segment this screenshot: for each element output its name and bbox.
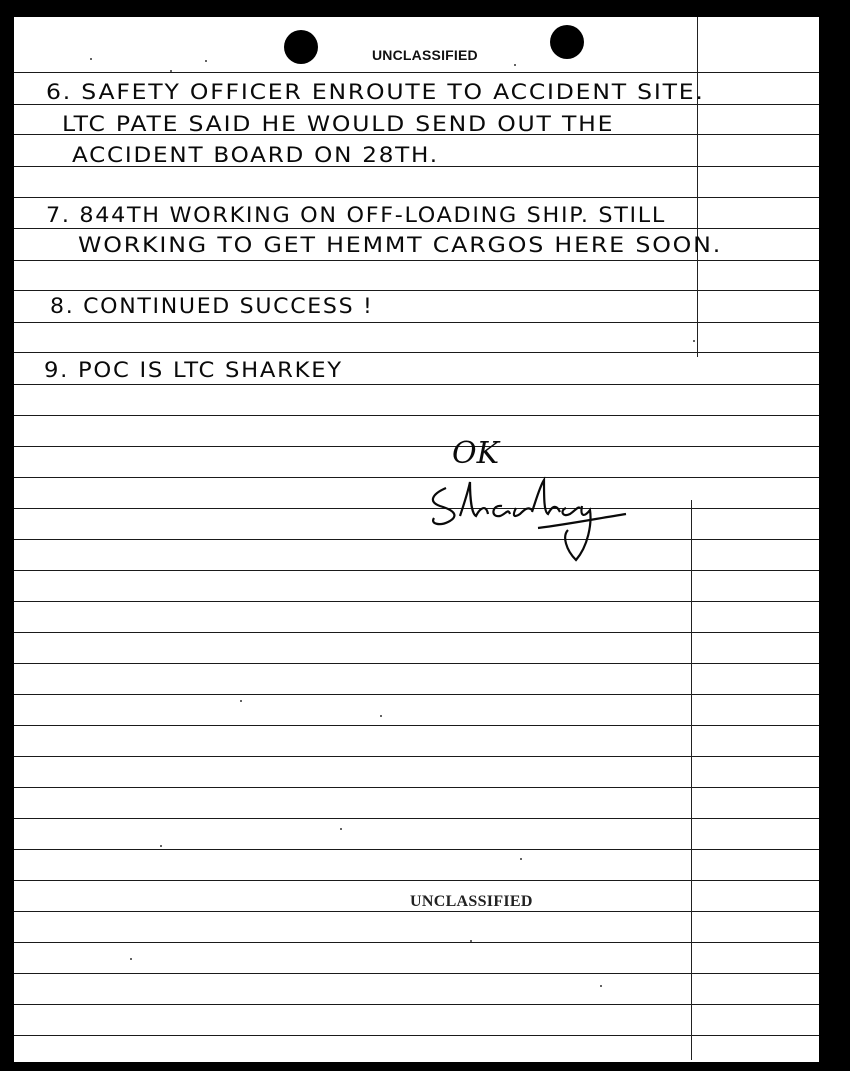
ruled-line [14,787,819,788]
ruled-line [14,322,819,323]
ruled-line [14,632,819,633]
scan-speck [170,70,172,72]
margin-rule-upper [697,17,698,357]
classification-header: UNCLASSIFIED [372,47,478,63]
ruled-line [14,570,819,571]
margin-rule-lower [691,500,692,1060]
ruled-line [14,1004,819,1005]
note-7-line-2: WORKING TO GET HEMMT CARGOS HERE SOON. [78,233,723,257]
ruled-line [14,1035,819,1036]
ruled-line [14,228,819,229]
ruled-line [14,415,819,416]
note-6-line-3: ACCIDENT BOARD ON 28TH. [72,143,439,167]
scan-speck [470,940,472,942]
scan-border-top [0,0,850,17]
ruled-line [14,508,819,509]
ruled-line [14,384,819,385]
ruled-line [14,663,819,664]
ruled-line [14,694,819,695]
ruled-line [14,849,819,850]
ruled-line [14,197,819,198]
scan-speck [240,700,242,702]
ruled-line [14,942,819,943]
ruled-line [14,973,819,974]
ruled-line [14,290,819,291]
scan-border-left [0,0,14,1071]
punch-hole-left [284,30,318,64]
scan-speck [600,985,602,987]
scan-speck [514,64,516,66]
ruled-line [14,104,819,105]
note-8-line: 8. CONTINUED SUCCESS ! [50,294,374,318]
punch-hole-right [550,25,584,59]
ruled-line [14,818,819,819]
ruled-line [14,446,819,447]
scan-speck [130,958,132,960]
note-6-line-1: 6. SAFETY OFFICER ENROUTE TO ACCIDENT SITE. [46,80,705,104]
ruled-line [14,539,819,540]
scan-border-bottom [0,1062,850,1071]
scan-speck [520,858,522,860]
ruled-line [14,880,819,881]
ruled-line [14,601,819,602]
ruled-line [14,72,819,73]
approval-ok-mark: OK [452,436,500,471]
note-7-line-1: 7. 844TH WORKING ON OFF-LOADING SHIP. STILL [46,203,666,227]
scan-speck [340,828,342,830]
scan-speck [693,340,695,342]
scan-speck [90,58,92,60]
classification-footer: UNCLASSIFIED [410,893,533,910]
note-9-line: 9. POC IS LTC SHARKEY [44,358,343,382]
handwritten-signature [420,470,640,570]
scan-speck [380,715,382,717]
ruled-line [14,260,819,261]
ruled-line [14,477,819,478]
ruled-line [14,911,819,912]
scan-speck [160,845,162,847]
ruled-line [14,352,819,353]
ruled-line [14,725,819,726]
scan-border-right [819,0,850,1071]
scan-speck [205,60,207,62]
note-6-line-2: LTC PATE SAID HE WOULD SEND OUT THE [62,112,615,136]
ruled-line [14,756,819,757]
